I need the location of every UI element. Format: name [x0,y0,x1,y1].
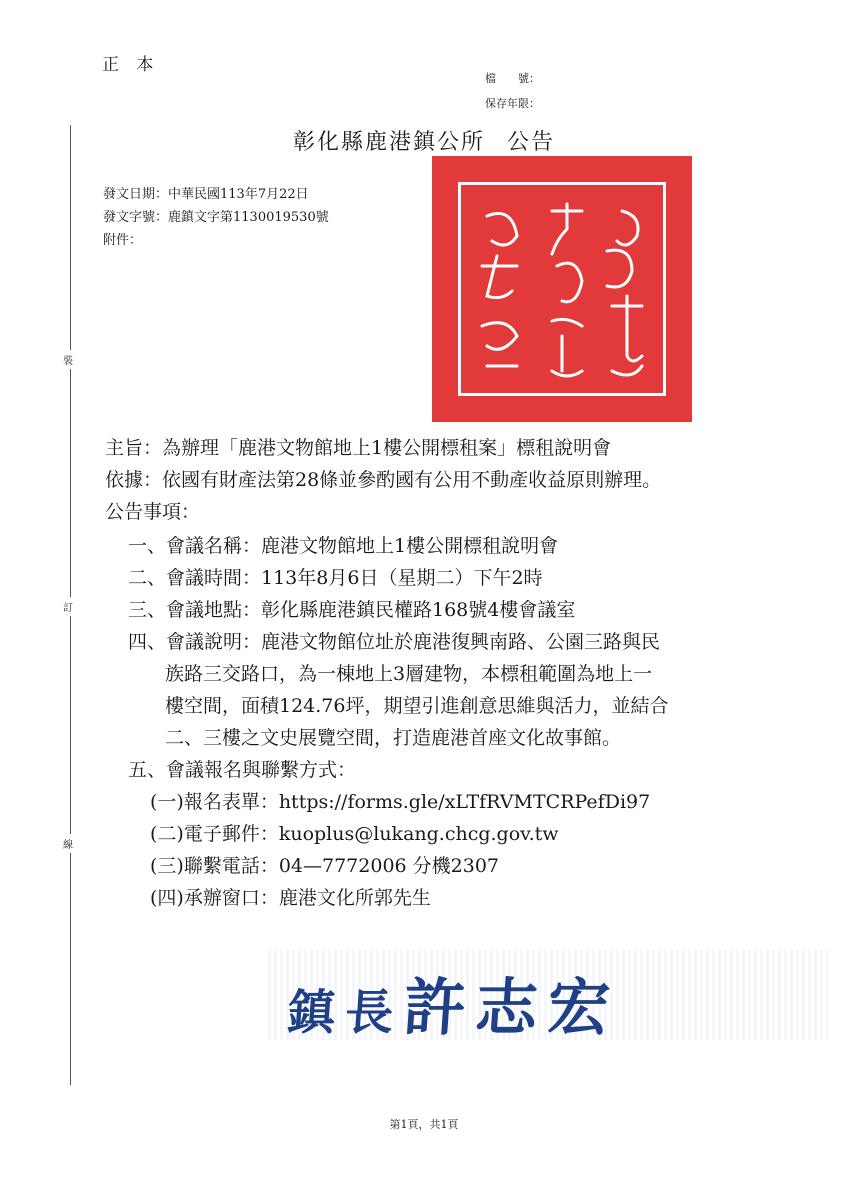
binding-mark-zhuang: 裝 [63,350,73,369]
official-seal [432,156,692,422]
issuer-name: 彰化縣鹿港鎮公所 [292,130,485,155]
issue-date: 發文日期：中華民國113年7月22日 [103,187,309,202]
item-meeting-time: 二、會議時間：113年8月6日（星期二）下午2時 [128,567,543,589]
contact-registration-form: (一)報名表單：https://forms.gle/xLTfRVMTCRPefDi97 [150,791,651,813]
contact-email: (二)電子郵件：kuoplus@lukang.chcg.gov.tw [150,823,559,845]
binding-mark-xian: 線 [63,834,73,853]
item-meeting-place: 三、會議地點：彰化縣鹿港鎮民權路168號4樓會議室 [128,599,576,621]
signature-title: 鎮長 [285,985,406,1041]
document-number: 發文字號：鹿鎮文字第1130019530號 [103,210,329,225]
item-meeting-name: 一、會議名稱：鹿港文物館地上1樓公開標租說明會 [128,535,559,557]
retention-period-label: 保存年限： [485,97,540,110]
subject-line: 主旨：為辦理「鹿港文物館地上1樓公開標租案」標租說明會 [105,437,612,459]
item-meeting-description: 四、會議說明：鹿港文物館位址於鹿港復興南路、公園三路與民 [128,631,661,653]
mayor-signature-stamp [268,950,828,1044]
title-suffix: 公告 [507,130,556,155]
copy-mark: 正 本 [102,55,160,75]
page-number: 第1頁，共1頁 [389,1118,459,1131]
contact-phone: (三)聯繫電話：04—7772006 分機2307 [150,855,500,877]
attachment-label: 附件： [103,233,143,248]
signature-name: 許志宏 [401,971,623,1044]
items-heading: 公告事項： [105,501,201,523]
item-meeting-description-line: 族路三交路口，為一棟地上3層建物，本標租範圍為地上一 [165,663,653,685]
item-registration-heading: 五、會議報名與聯繫方式： [128,759,357,781]
basis-line: 依據：依國有財產法第28條並參酌國有公用不動產收益原則辦理。 [105,469,662,491]
signature-text [285,958,623,1047]
binding-mark-ding: 訂 [63,597,73,616]
contact-window: (四)承辦窗口：鹿港文化所郭先生 [150,887,431,909]
item-meeting-description-line: 樓空間，面積124.76坪，期望引進創意思維與活力，並結合 [165,695,669,717]
seal-glyphs [432,156,692,422]
document-title [0,125,848,156]
file-number-label: 檔 號： [485,72,540,85]
item-meeting-description-line: 二、三樓之文史展覽空間，打造鹿港首座文化故事館。 [165,727,622,749]
